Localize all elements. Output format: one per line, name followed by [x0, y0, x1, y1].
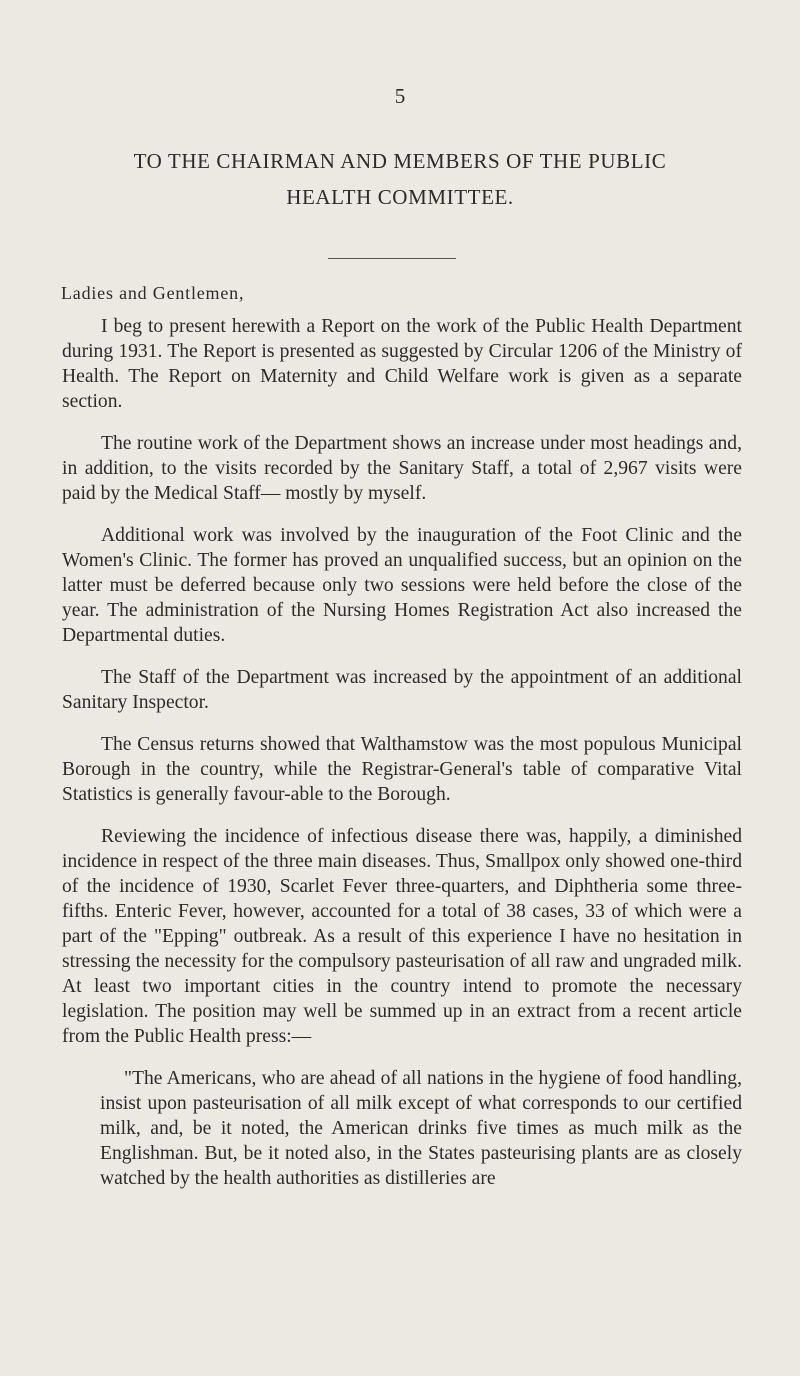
- paragraph: The Census returns showed that Walthamstow was the most populous Municipal Borough in the country, while the Registrar-General's table of comparative Vital Statistics is generally favour-able to the Borough.: [62, 734, 742, 805]
- paragraph: The routine work of the Department shows an increase under most headings and, in addition, to the visits recorded by the Sanitary Staff, a total of 2,967 visits were paid by the Medical Staff— mostly by myself.: [62, 433, 742, 504]
- salutation: Ladies and Gentlemen,: [61, 283, 245, 303]
- paragraph: Reviewing the incidence of infectious disease there was, happily, a diminished incidence in respect of the three main diseases. Thus, Smallpox only showed one-third of the incidence of 1930, Scarlet Fever three-quarters, and Diphtheria some three-fifths. Enteric Fever, however, accounted for a total of 38 cases, 33 of which were a part of the "Epping" outbreak. As a result of this experience I have no hesitation in stressing the necessity for the compulsory pasteurisation of all raw and ungraded milk. At least two important cities in the country intend to promote the necessary legislation. The position may well be summed up in an extract from a recent article from the Public Health press:—: [62, 826, 742, 1047]
- paragraph: The Staff of the Department was increased by the appointment of an additional Sanitary Inspector.: [62, 667, 742, 713]
- title-line-1: TO THE CHAIRMAN AND MEMBERS OF THE PUBLIC: [133, 149, 667, 173]
- letter-body: [62, 314, 742, 1191]
- divider: [328, 258, 456, 259]
- page-title: [60, 143, 740, 215]
- paragraph: I beg to present herewith a Report on the work of the Public Health Department during 1931. The Report is presented as suggested by Circular 1206 of the Ministry of Health. The Report on Maternity and Child Welfare work is given as a separate section.: [62, 316, 742, 412]
- title-line-2: HEALTH COMMITTEE.: [286, 185, 514, 209]
- paragraph: Additional work was involved by the inauguration of the Foot Clinic and the Women's Clinic. The former has proved an unqualified success, but an opinion on the latter must be deferred because only two sessions were held before the close of the year. The administration of the Nursing Homes Registration Act also increased the Departmental duties.: [62, 525, 742, 646]
- block-quote: "The Americans, who are ahead of all nations in the hygiene of food handling, insist upon pasteurisation of all milk except of what corresponds to our certified milk, and, be it noted, the American drinks five times as much milk as the Englishman. But, be it noted also, in the States pasteurising plants are as closely watched by the health authorities as distilleries are: [100, 1068, 742, 1189]
- page-number: 5: [394, 84, 406, 108]
